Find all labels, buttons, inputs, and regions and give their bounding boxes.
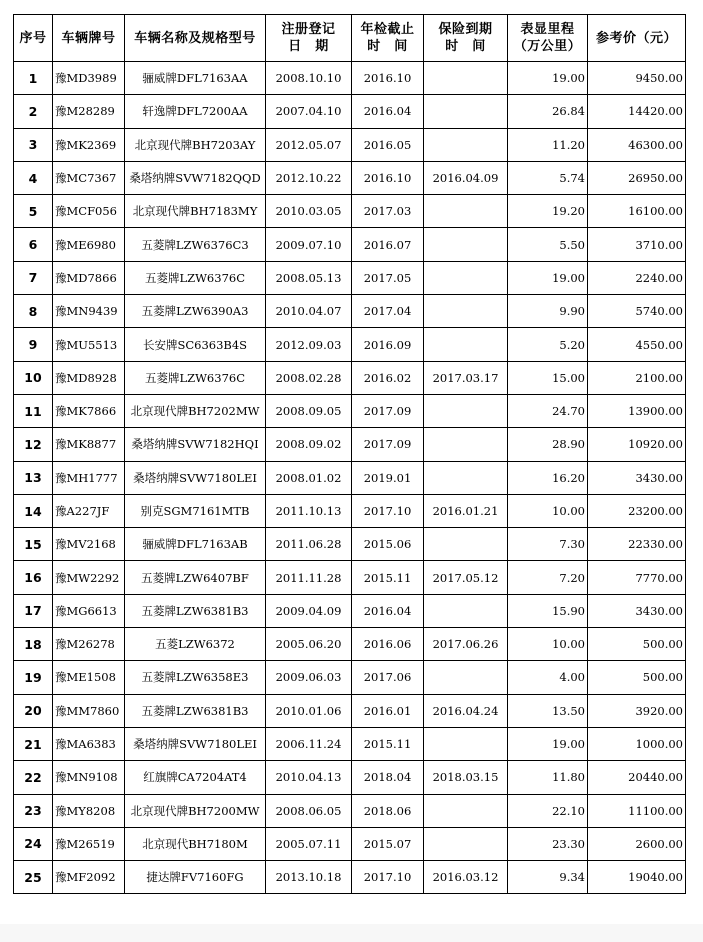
cell-ins: 2016.04.09 — [424, 161, 508, 194]
cell-name: 别克SGM7161MTB — [125, 494, 266, 527]
cell-name: 长安牌SC6363B4S — [125, 328, 266, 361]
cell-price: 19040.00 — [588, 861, 686, 894]
cell-reg: 2009.06.03 — [266, 661, 352, 694]
cell-mile: 19.00 — [508, 727, 588, 760]
cell-name: 五菱牌LZW6376C3 — [125, 228, 266, 261]
column-header-insp-line: 年检截止 — [360, 22, 415, 37]
cell-seq: 18 — [14, 628, 53, 661]
cell-seq: 2 — [14, 95, 53, 128]
column-header-seq-line: 序号 — [19, 30, 47, 46]
cell-plate: 豫MV2168 — [53, 528, 125, 561]
cell-ins — [424, 794, 508, 827]
table-row — [14, 128, 686, 161]
cell-plate: 豫MD3989 — [53, 62, 125, 95]
cell-plate: 豫MK8877 — [53, 428, 125, 461]
cell-ins: 2017.05.12 — [424, 561, 508, 594]
table-row — [14, 195, 686, 228]
column-header-plate-line: 车辆牌号 — [61, 30, 116, 46]
column-header-ins-line: 时 间 — [445, 39, 486, 54]
cell-price: 3430.00 — [588, 594, 686, 627]
cell-reg: 2005.06.20 — [266, 628, 352, 661]
cell-seq: 17 — [14, 594, 53, 627]
cell-price: 10920.00 — [588, 428, 686, 461]
cell-insp: 2017.05 — [352, 261, 424, 294]
cell-insp: 2016.06 — [352, 628, 424, 661]
column-header-price — [588, 15, 686, 62]
cell-seq: 3 — [14, 128, 53, 161]
cell-mile: 24.70 — [508, 394, 588, 427]
cell-reg: 2009.07.10 — [266, 228, 352, 261]
cell-insp: 2017.06 — [352, 661, 424, 694]
cell-ins — [424, 62, 508, 95]
cell-price: 4550.00 — [588, 328, 686, 361]
cell-name: 五菱牌LZW6381B3 — [125, 594, 266, 627]
cell-price: 3430.00 — [588, 461, 686, 494]
cell-mile: 9.34 — [508, 861, 588, 894]
cell-reg: 2008.05.13 — [266, 261, 352, 294]
cell-insp: 2017.03 — [352, 195, 424, 228]
cell-ins: 2017.03.17 — [424, 361, 508, 394]
cell-plate: 豫MC7367 — [53, 161, 125, 194]
table-row — [14, 594, 686, 627]
table-row — [14, 827, 686, 860]
cell-seq: 7 — [14, 261, 53, 294]
cell-insp: 2018.06 — [352, 794, 424, 827]
cell-reg: 2008.06.05 — [266, 794, 352, 827]
cell-ins — [424, 228, 508, 261]
cell-mile: 13.50 — [508, 694, 588, 727]
cell-ins: 2018.03.15 — [424, 761, 508, 794]
cell-mile: 10.00 — [508, 494, 588, 527]
cell-ins — [424, 394, 508, 427]
cell-name: 桑塔纳牌SVW7182QQD — [125, 161, 266, 194]
cell-ins — [424, 661, 508, 694]
cell-reg: 2010.03.05 — [266, 195, 352, 228]
table-row — [14, 261, 686, 294]
table-row — [14, 494, 686, 527]
table-row — [14, 528, 686, 561]
cell-mile: 9.90 — [508, 295, 588, 328]
cell-mile: 11.80 — [508, 761, 588, 794]
cell-plate: 豫MM7860 — [53, 694, 125, 727]
column-header-insp-line: 时 间 — [367, 39, 408, 54]
cell-mile: 15.90 — [508, 594, 588, 627]
cell-seq: 13 — [14, 461, 53, 494]
cell-price: 2100.00 — [588, 361, 686, 394]
cell-insp: 2016.04 — [352, 95, 424, 128]
cell-plate: 豫M26519 — [53, 827, 125, 860]
cell-reg: 2012.09.03 — [266, 328, 352, 361]
table-row — [14, 561, 686, 594]
cell-name: 桑塔纳牌SVW7182HQI — [125, 428, 266, 461]
cell-reg: 2010.01.06 — [266, 694, 352, 727]
cell-name: 五菱牌LZW6407BF — [125, 561, 266, 594]
cell-price: 1000.00 — [588, 727, 686, 760]
cell-name: 五菱牌LZW6376C — [125, 261, 266, 294]
cell-reg: 2012.10.22 — [266, 161, 352, 194]
cell-ins — [424, 128, 508, 161]
cell-seq: 23 — [14, 794, 53, 827]
table-row — [14, 328, 686, 361]
cell-mile: 26.84 — [508, 95, 588, 128]
cell-insp: 2016.04 — [352, 594, 424, 627]
vehicle-table — [13, 14, 686, 894]
cell-insp: 2017.09 — [352, 428, 424, 461]
cell-insp: 2016.10 — [352, 161, 424, 194]
cell-reg: 2008.10.10 — [266, 62, 352, 95]
cell-name: 桑塔纳牌SVW7180LEI — [125, 727, 266, 760]
cell-plate: 豫MW2292 — [53, 561, 125, 594]
cell-mile: 5.74 — [508, 161, 588, 194]
cell-seq: 14 — [14, 494, 53, 527]
cell-mile: 19.00 — [508, 261, 588, 294]
cell-plate: 豫MCF056 — [53, 195, 125, 228]
cell-price: 7770.00 — [588, 561, 686, 594]
cell-price: 500.00 — [588, 661, 686, 694]
cell-ins — [424, 195, 508, 228]
cell-reg: 2007.04.10 — [266, 95, 352, 128]
cell-plate: 豫M28289 — [53, 95, 125, 128]
cell-ins — [424, 428, 508, 461]
cell-mile: 16.20 — [508, 461, 588, 494]
cell-plate: 豫MK2369 — [53, 128, 125, 161]
cell-seq: 20 — [14, 694, 53, 727]
cell-mile: 5.50 — [508, 228, 588, 261]
column-header-mile-line: （万公里） — [513, 39, 582, 54]
cell-name: 骊威牌DFL7163AA — [125, 62, 266, 95]
table-row — [14, 661, 686, 694]
cell-price: 46300.00 — [588, 128, 686, 161]
cell-reg: 2010.04.07 — [266, 295, 352, 328]
cell-mile: 19.20 — [508, 195, 588, 228]
table-row — [14, 761, 686, 794]
cell-plate: 豫ME1508 — [53, 661, 125, 694]
cell-insp: 2019.01 — [352, 461, 424, 494]
cell-reg: 2008.01.02 — [266, 461, 352, 494]
cell-seq: 19 — [14, 661, 53, 694]
cell-mile: 11.20 — [508, 128, 588, 161]
cell-price: 22330.00 — [588, 528, 686, 561]
table-row — [14, 461, 686, 494]
cell-name: 北京现代牌BH7203AY — [125, 128, 266, 161]
cell-insp: 2015.11 — [352, 561, 424, 594]
cell-plate: 豫MA6383 — [53, 727, 125, 760]
cell-reg: 2012.05.07 — [266, 128, 352, 161]
cell-seq: 8 — [14, 295, 53, 328]
cell-insp: 2018.04 — [352, 761, 424, 794]
column-header-ins — [424, 15, 508, 62]
cell-insp: 2015.11 — [352, 727, 424, 760]
cell-name: 北京现代BH7180M — [125, 827, 266, 860]
cell-price: 2240.00 — [588, 261, 686, 294]
table-row — [14, 295, 686, 328]
table-row — [14, 794, 686, 827]
table-row — [14, 394, 686, 427]
cell-mile: 5.20 — [508, 328, 588, 361]
cell-name: 北京现代牌BH7200MW — [125, 794, 266, 827]
cell-ins — [424, 328, 508, 361]
table-row — [14, 161, 686, 194]
cell-reg: 2010.04.13 — [266, 761, 352, 794]
cell-price: 11100.00 — [588, 794, 686, 827]
cell-reg: 2013.10.18 — [266, 861, 352, 894]
cell-price: 5740.00 — [588, 295, 686, 328]
cell-reg: 2006.11.24 — [266, 727, 352, 760]
cell-plate: 豫MG6613 — [53, 594, 125, 627]
header-row — [14, 15, 686, 62]
cell-plate: 豫M26278 — [53, 628, 125, 661]
column-header-mile-line: 表显里程 — [520, 22, 575, 37]
cell-plate: 豫MF2092 — [53, 861, 125, 894]
table-body — [14, 62, 686, 894]
cell-insp: 2016.07 — [352, 228, 424, 261]
cell-seq: 24 — [14, 827, 53, 860]
cell-price: 9450.00 — [588, 62, 686, 95]
cell-mile: 15.00 — [508, 361, 588, 394]
cell-mile: 4.00 — [508, 661, 588, 694]
cell-name: 轩逸牌DFL7200AA — [125, 95, 266, 128]
cell-name: 五菱LZW6372 — [125, 628, 266, 661]
cell-price: 16100.00 — [588, 195, 686, 228]
cell-price: 500.00 — [588, 628, 686, 661]
cell-insp: 2015.07 — [352, 827, 424, 860]
cell-name: 捷达牌FV7160FG — [125, 861, 266, 894]
cell-seq: 4 — [14, 161, 53, 194]
cell-price: 23200.00 — [588, 494, 686, 527]
column-header-ins-line: 保险到期 — [438, 22, 493, 37]
cell-plate: 豫A227JF — [53, 494, 125, 527]
cell-mile: 7.30 — [508, 528, 588, 561]
table-row — [14, 628, 686, 661]
cell-seq: 12 — [14, 428, 53, 461]
cell-seq: 5 — [14, 195, 53, 228]
cell-mile: 23.30 — [508, 827, 588, 860]
cell-price: 20440.00 — [588, 761, 686, 794]
cell-mile: 7.20 — [508, 561, 588, 594]
column-header-name-line: 车辆名称及规格型号 — [134, 30, 256, 46]
column-header-seq — [14, 15, 53, 62]
cell-reg: 2008.09.05 — [266, 394, 352, 427]
column-header-price-line: 参考价（元） — [595, 30, 677, 46]
cell-mile: 28.90 — [508, 428, 588, 461]
cell-plate: 豫ME6980 — [53, 228, 125, 261]
cell-plate: 豫MH1777 — [53, 461, 125, 494]
cell-seq: 15 — [14, 528, 53, 561]
column-header-plate — [53, 15, 125, 62]
cell-name: 五菱牌LZW6376C — [125, 361, 266, 394]
cell-name: 五菱牌LZW6381B3 — [125, 694, 266, 727]
cell-reg: 2008.09.02 — [266, 428, 352, 461]
cell-insp: 2017.09 — [352, 394, 424, 427]
column-header-mile — [508, 15, 588, 62]
cell-plate: 豫MN9439 — [53, 295, 125, 328]
cell-ins — [424, 261, 508, 294]
cell-seq: 10 — [14, 361, 53, 394]
cell-mile: 22.10 — [508, 794, 588, 827]
table-row — [14, 694, 686, 727]
cell-reg: 2005.07.11 — [266, 827, 352, 860]
page-bottom-margin — [0, 924, 703, 942]
cell-insp: 2017.10 — [352, 861, 424, 894]
table-row — [14, 95, 686, 128]
table-row — [14, 428, 686, 461]
cell-reg: 2011.06.28 — [266, 528, 352, 561]
cell-price: 14420.00 — [588, 95, 686, 128]
cell-ins — [424, 528, 508, 561]
cell-reg: 2011.10.13 — [266, 494, 352, 527]
cell-name: 红旗牌CA7204AT4 — [125, 761, 266, 794]
cell-plate: 豫MK7866 — [53, 394, 125, 427]
cell-plate: 豫MD8928 — [53, 361, 125, 394]
cell-name: 北京现代牌BH7202MW — [125, 394, 266, 427]
cell-ins: 2016.01.21 — [424, 494, 508, 527]
column-header-reg-line: 注册登记 — [281, 22, 336, 37]
cell-plate: 豫MN9108 — [53, 761, 125, 794]
column-header-name — [125, 15, 266, 62]
cell-price: 3710.00 — [588, 228, 686, 261]
cell-insp: 2016.01 — [352, 694, 424, 727]
cell-ins: 2016.03.12 — [424, 861, 508, 894]
cell-name: 五菱牌LZW6358E3 — [125, 661, 266, 694]
cell-insp: 2016.05 — [352, 128, 424, 161]
column-header-reg — [266, 15, 352, 62]
cell-plate: 豫MD7866 — [53, 261, 125, 294]
cell-ins — [424, 727, 508, 760]
cell-plate: 豫MU5513 — [53, 328, 125, 361]
column-header-insp — [352, 15, 424, 62]
cell-name: 桑塔纳牌SVW7180LEI — [125, 461, 266, 494]
cell-price: 26950.00 — [588, 161, 686, 194]
cell-price: 3920.00 — [588, 694, 686, 727]
cell-ins — [424, 95, 508, 128]
cell-seq: 9 — [14, 328, 53, 361]
cell-insp: 2016.10 — [352, 62, 424, 95]
cell-ins — [424, 461, 508, 494]
cell-ins — [424, 295, 508, 328]
cell-insp: 2016.02 — [352, 361, 424, 394]
table-row — [14, 861, 686, 894]
cell-insp: 2017.04 — [352, 295, 424, 328]
table-row — [14, 62, 686, 95]
cell-seq: 1 — [14, 62, 53, 95]
cell-plate: 豫MY8208 — [53, 794, 125, 827]
cell-seq: 21 — [14, 727, 53, 760]
cell-ins: 2016.04.24 — [424, 694, 508, 727]
cell-seq: 25 — [14, 861, 53, 894]
cell-seq: 6 — [14, 228, 53, 261]
cell-insp: 2016.09 — [352, 328, 424, 361]
table-row — [14, 727, 686, 760]
cell-seq: 16 — [14, 561, 53, 594]
cell-name: 五菱牌LZW6390A3 — [125, 295, 266, 328]
cell-ins — [424, 827, 508, 860]
cell-name: 骊威牌DFL7163AB — [125, 528, 266, 561]
cell-ins — [424, 594, 508, 627]
cell-reg: 2011.11.28 — [266, 561, 352, 594]
cell-reg: 2008.02.28 — [266, 361, 352, 394]
cell-seq: 22 — [14, 761, 53, 794]
cell-reg: 2009.04.09 — [266, 594, 352, 627]
cell-name: 北京现代牌BH7183MY — [125, 195, 266, 228]
cell-ins: 2017.06.26 — [424, 628, 508, 661]
cell-price: 13900.00 — [588, 394, 686, 427]
cell-mile: 19.00 — [508, 62, 588, 95]
cell-seq: 11 — [14, 394, 53, 427]
table-row — [14, 228, 686, 261]
cell-insp: 2015.06 — [352, 528, 424, 561]
cell-price: 2600.00 — [588, 827, 686, 860]
cell-insp: 2017.10 — [352, 494, 424, 527]
table-row — [14, 361, 686, 394]
cell-mile: 10.00 — [508, 628, 588, 661]
column-header-reg-line: 日 期 — [288, 39, 329, 54]
